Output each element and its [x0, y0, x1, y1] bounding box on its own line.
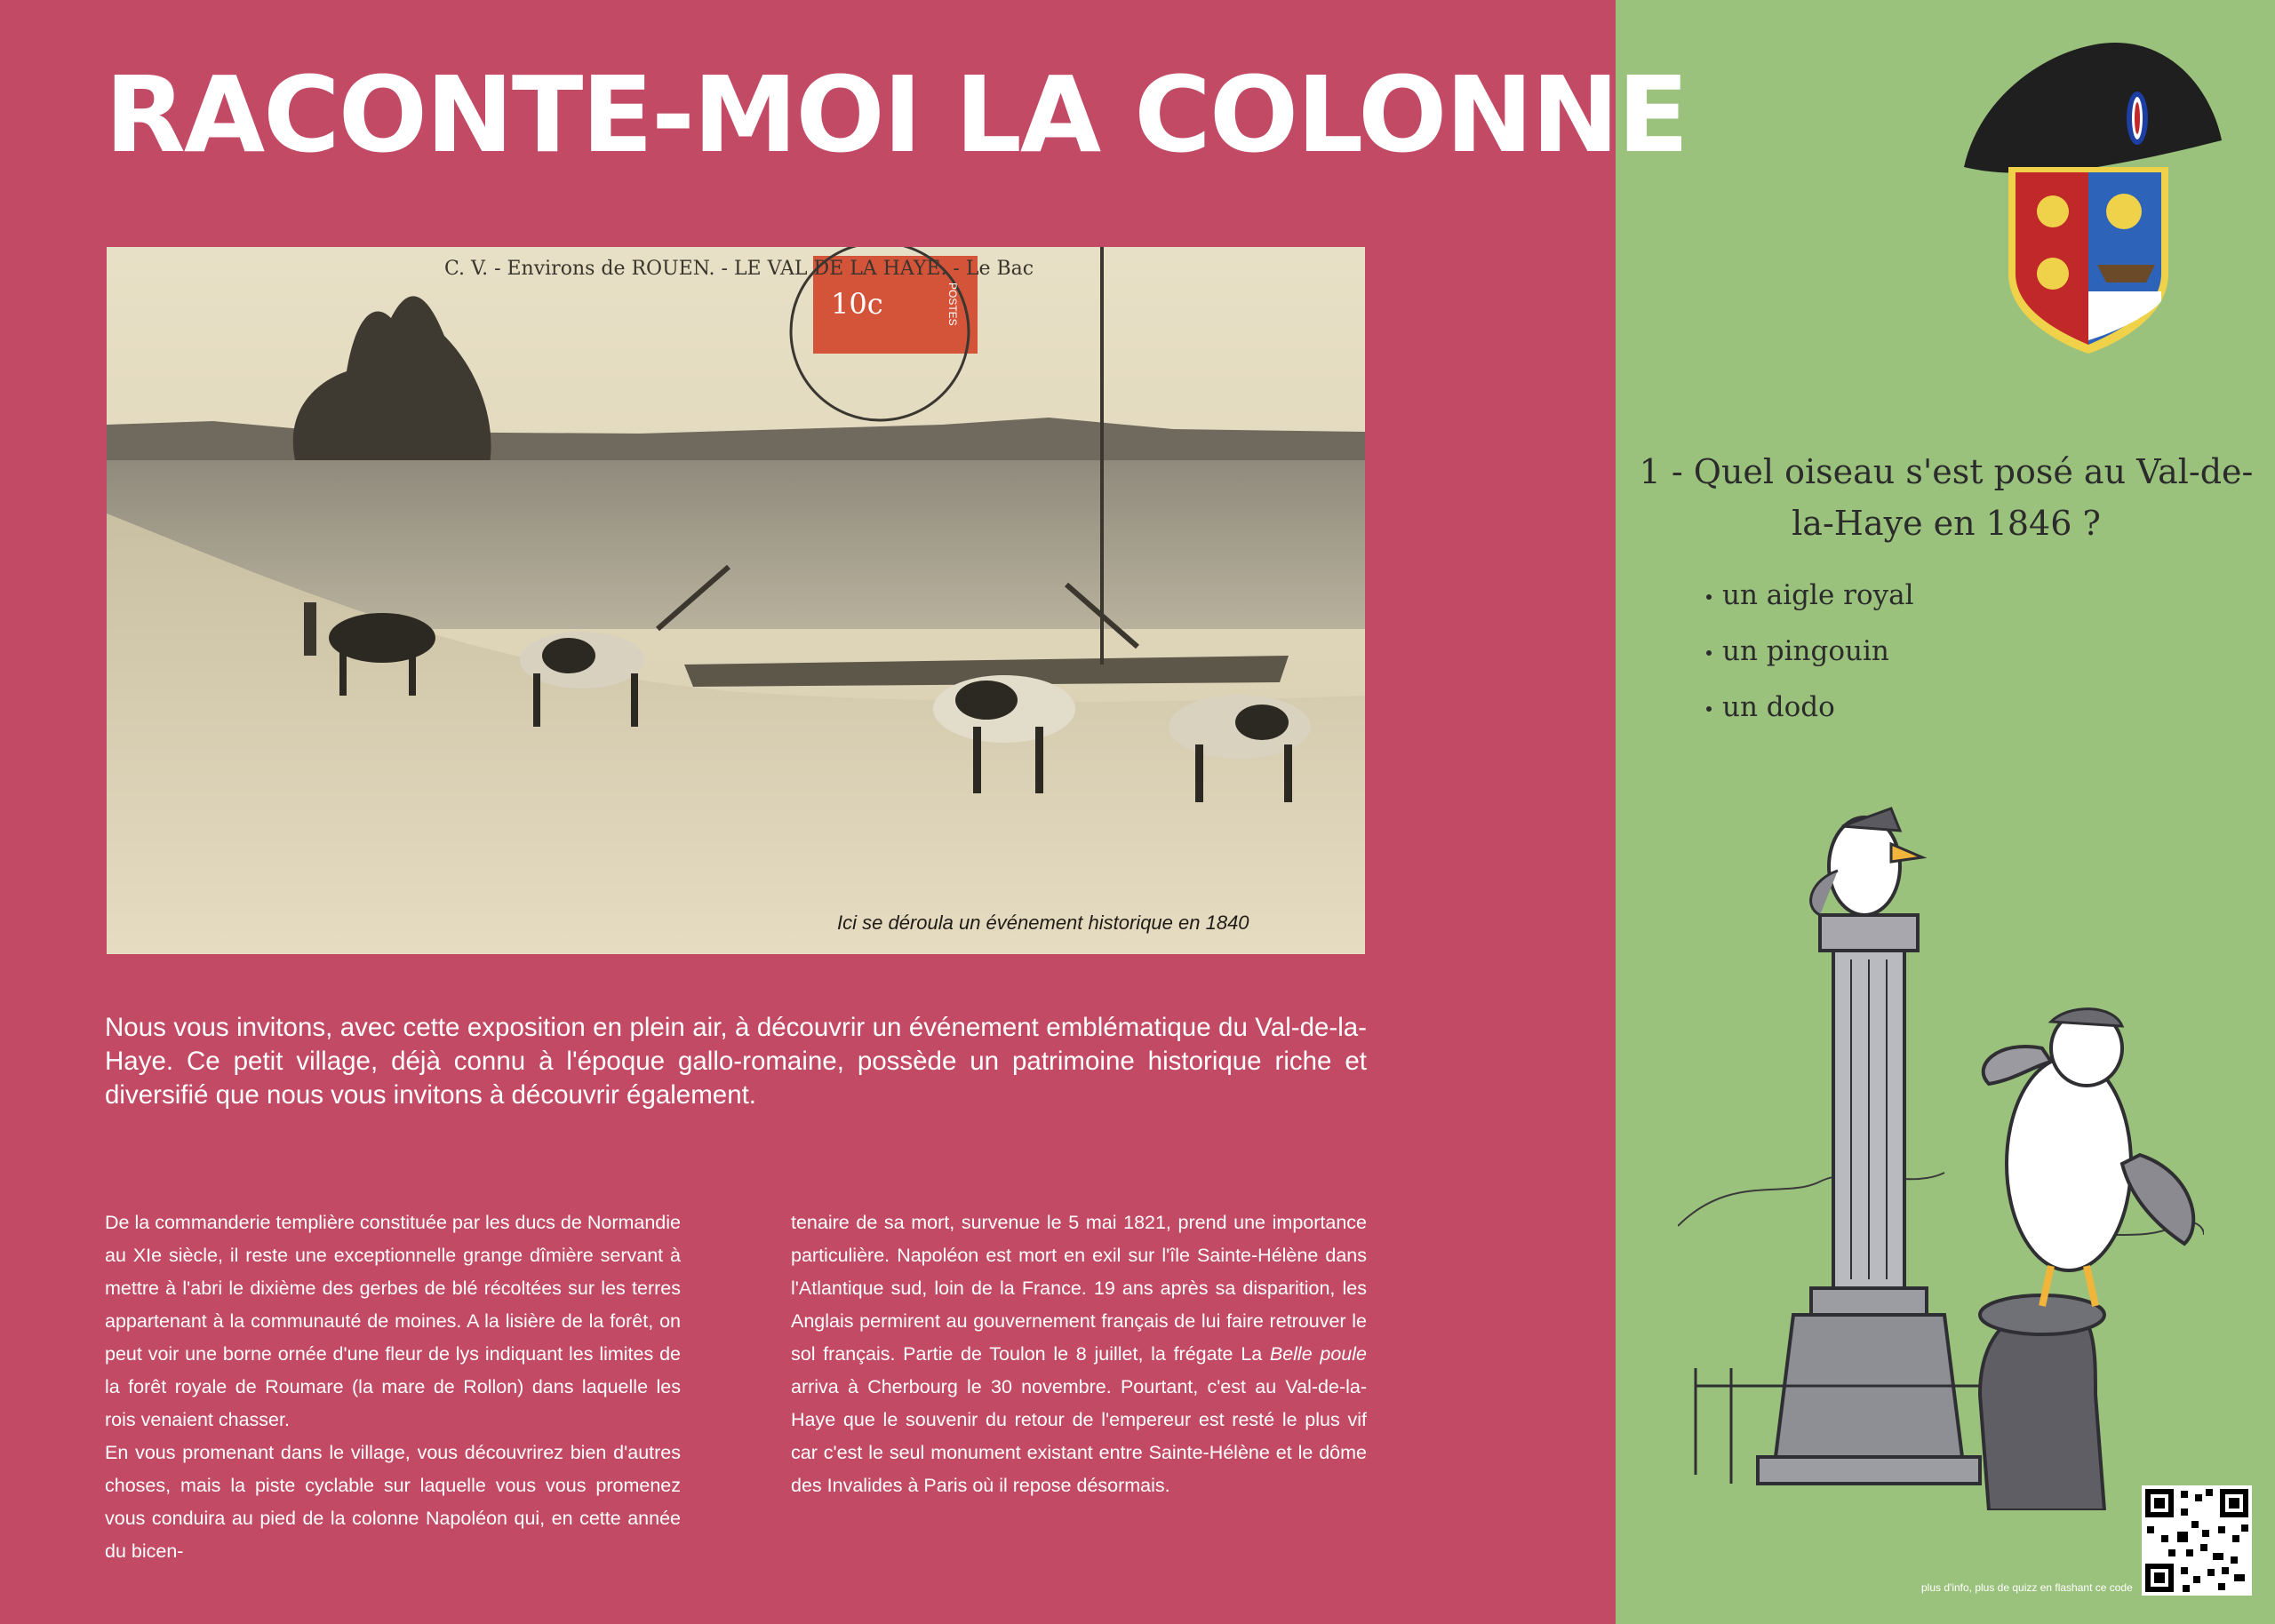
postcard-caption: Ici se déroula un événement historique en 1840: [837, 912, 1249, 934]
column2-text-before: tenaire de sa mort, survenue le 5 mai 1821, prend une importance particulière. Napoléon est mort en exil sur l'île Sainte-Hélène dans l'Atlantique sud, loin de la France. 19 ans après sa disparition, les Anglais permirent au gouvernement français de lui faire retrouver le sol français. Partie de Toulon le 8 juillet, la frégate La: [791, 1212, 1367, 1365]
intro-paragraph: Nous vous invitons, avec cette exposition en plein air, à découvrir un événement emblématique du Val-de-la-Haye. Ce petit village, déjà connu à l'époque gallo-romaine, possède un patrimoine historique riche et diversifié que nous vous invitons à découvrir également.: [105, 1013, 1367, 1110]
postcard-photo: [107, 247, 1365, 954]
page-title: RACONTE-MOI LA COLONNE: [105, 53, 1688, 176]
quiz-answer-3: un dodo: [1706, 691, 1914, 747]
bicorne-crest-icon: [1955, 34, 2231, 362]
postcard-header: C. V. - Environs de ROUEN. - LE VAL DE LA HAYE. - Le Bac: [444, 258, 1034, 280]
text-column-1: [105, 1206, 681, 1568]
column-birds-illustration: [1678, 782, 2204, 1510]
column1-paragraph-1: De la commanderie templière constituée par les ducs de Normandie au XIe siècle, il reste une exceptionnelle grange dîmière servant à mettre à l'abri le dixième des gerbes de blé récoltées sur les terres appartenant à la communauté de moines. A la lisière de la forêt, on peut voir une borne ornée d'une fleur de lys indiquant les limites de la forêt royale de Roumare (la mare de Rollon) dans laquelle les rois venaient chasser.: [105, 1212, 681, 1430]
column1-paragraph-2: En vous promenant dans le village, vous découvrirez bien d'autres choses, mais la piste cyclable sur laquelle vous vous promenez vous conduira au pied de la colonne Napoléon qui, en cette année du bicen-: [105, 1442, 681, 1562]
quiz-answers: [1706, 579, 1914, 747]
column2-paragraph: [791, 1206, 1367, 1502]
text-column-2: [791, 1206, 1367, 1502]
qr-note: plus d'info, plus de quizz en flashant ce code: [1921, 1581, 2133, 1594]
column2-text-after: arriva à Cherbourg le 30 novembre. Pourtant, c'est au Val-de-la-Haye que le souvenir du retour de l'empereur est resté le plus vif car c'est le seul monument existant entre Sainte-Hélène et le dôme des Invalides à Paris où il repose désormais.: [791, 1376, 1367, 1496]
quiz-answer-2: un pingouin: [1706, 635, 1914, 691]
ship-name: Belle poule: [1269, 1343, 1367, 1365]
quiz-answer-1: un aigle royal: [1706, 579, 1914, 635]
quiz-question: 1 - Quel oiseau s'est posé au Val-de-la-Haye en 1846 ?: [1639, 452, 2254, 543]
stamp-label: POSTES: [946, 283, 959, 326]
qr-code[interactable]: [2142, 1485, 2252, 1596]
stamp-value: 10c: [831, 287, 883, 321]
